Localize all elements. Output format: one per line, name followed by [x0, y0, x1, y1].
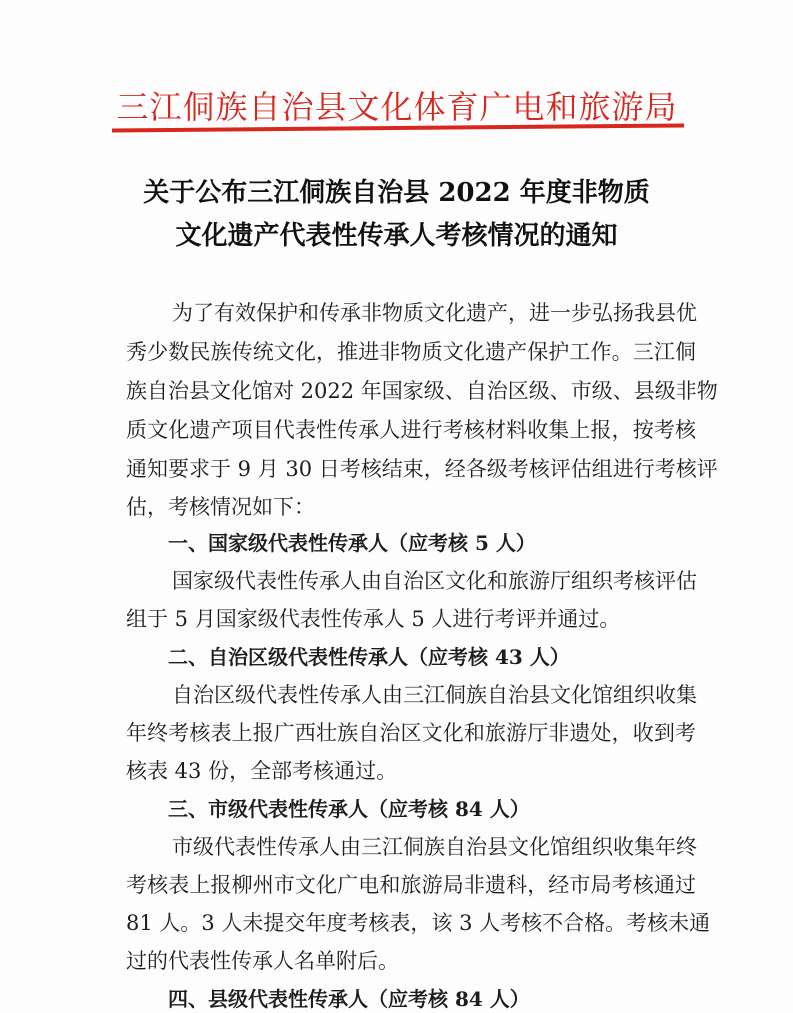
- body-text-line: 为了有效保护和传承非物质文化遗产，进一步弘扬我县优: [172, 301, 697, 325]
- body-text-line: 核表 43 份，全部考核通过。: [126, 759, 398, 783]
- body-text-line: 国家级代表性传承人由自治区文化和旅游厅组织考核评估: [172, 569, 697, 593]
- section-heading: 二、自治区级代表性传承人（应考核 43 人）: [168, 645, 570, 669]
- body-text-line: 组于 5 月国家级代表性传承人 5 人进行考评并通过。: [126, 607, 621, 631]
- body-text-line: 秀少数民族传统文化，推进非物质文化遗产保护工作。三江侗: [126, 340, 696, 364]
- notice-title-line-1: 关于公布三江侗族自治县 2022 年度非物质: [143, 178, 650, 208]
- body-text-line: 自治区级代表性传承人由三江侗族自治县文化馆组织收集: [172, 683, 697, 707]
- body-text-line: 市级代表性传承人由三江侗族自治县文化馆组织收集年终: [172, 835, 697, 859]
- body-text-line: 考核表上报柳州市文化广电和旅游局非遗科，经市局考核通过: [126, 873, 696, 897]
- body-text-line: 过的代表性传承人名单附后。: [126, 949, 399, 973]
- body-text-line: 质文化遗产项目代表性传承人进行考核材料收集上报，按考核: [126, 418, 696, 442]
- notice-title-line-2: 文化遗产代表性传承人考核情况的通知: [175, 221, 618, 251]
- issuing-authority-title: 三江侗族自治县文化体育广电和旅游局: [116, 88, 678, 126]
- section-heading: 一、国家级代表性传承人（应考核 5 人）: [168, 531, 536, 555]
- body-text-line: 81 人。3 人未提交年度考核表，该 3 人考核不合格。考核未通: [126, 911, 711, 935]
- body-text-line: 族自治县文化馆对 2022 年国家级、自治区级、市级、县级非物: [126, 379, 718, 403]
- body-text-line: 估，考核情况如下：: [126, 495, 315, 519]
- section-heading: 三、市级代表性传承人（应考核 84 人）: [168, 797, 530, 821]
- body-text-line: 年终考核表上报广西壮族自治区文化和旅游厅非遗处，收到考: [126, 721, 696, 745]
- body-text-line: 通知要求于 9 月 30 日考核结束，经各级考核评估组进行考核评: [126, 457, 718, 481]
- section-heading: 四、县级代表性传承人（应考核 84 人）: [168, 987, 530, 1011]
